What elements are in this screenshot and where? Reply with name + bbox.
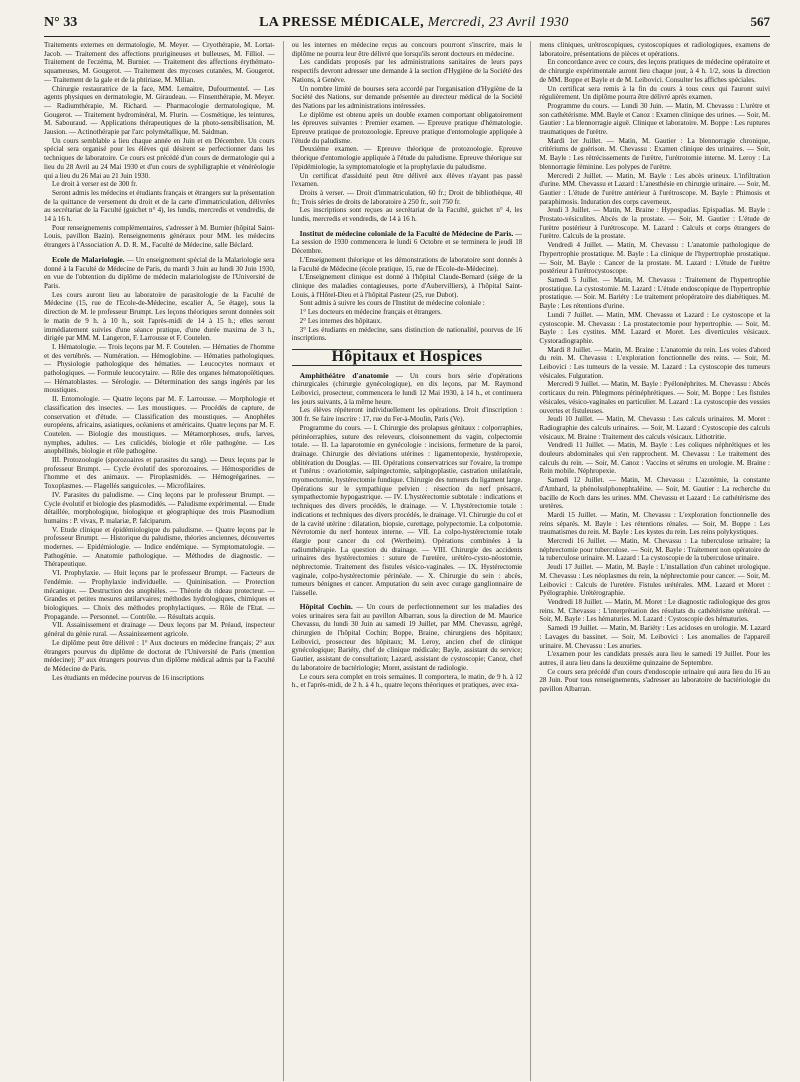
column-divider <box>530 41 531 1081</box>
paragraph: L'examen pour les candidats pressés aura lieu le samedi 19 Juillet. Pour les autres, il aura lieu dans la deuxième quinzaine de Septembre. <box>539 650 770 667</box>
paragraph: V. Etude clinique et épidémiologique du paludisme. — Quatre leçons par le professeur Brumpt. — Historique du paludisme, théories anciennes, découvertes modernes. — Epidémiologie. — Indice endémique. — Symptomatologie. — Pathogénie. — Anatomie pathologique. — Méthodes de diagnostic. — Thérapeutique. <box>44 525 275 569</box>
paragraph: Vendredi 11 Juillet. — Matin, M. Bayle : Les coliques néphrétiques et les douleurs abdominales qui s'en rapprochent. M. Chevassu : Le traitement des calculs du rein. — Soir, M. Canoz : Vaccins et sérums en urologie. M. Braine : Rein mobile. Néphropexie. <box>539 441 770 476</box>
paragraph: Programme du cours. — I. Chirurgie des prolapsus génitaux : colporraphies, périnéorraphies, suture des releveurs, cloisonnement du vagin, colpectomie totale. — II. La laparotomie en gynécologie : incisions, fermeture de la paroi, drainage. Chirurgie des déviations utérines : ligamentopexie, hystéropexie, oblitération du Douglas. — III. Opérations conservatrices sur l'ovaire, la trompe et l'utérus : ovariotomie, salpingectomie, salpingoplastie, castration unilatérale, myomectomie, hystérectomie fundique. Chirurgie des tumeurs du ligament large. Opérations sur le sympathique pelvien : résection du nerf présacré, sympathectomie hypogastrique. — IV. L'hystérectomie subtotale : indications et techniques des divers procédés, le drainage. — V. L'hystérectomie totale : indications et techniques des divers procédés, le drainage. VI. Chirurgie du col et de la cavité utérine : dilatation, biopsie, curettage, polypectomie. La colpotomie. Névrotomie du nerf honteux interne. — VII. La colpo-hystérectomie totale élargie pour cancer du col (Wertheim). Opérations combinées à la radiumthérapie. La question du drainage. — VIII. Chirurgie des accidents urinaires des hystérectomies : suture de l'uretère, urétéro-cysto-néostomie, néphrectomie. Traitement des fistules vésico-vaginales. — IX. Hystérectomie vaginale, colpo-hystérectomie périnéale. — X. Chirurgie du sein : abcès, tumeurs bénignes et cancer. Amputation du sein avec curage ganglionnaire de l'aisselle. <box>291 423 523 598</box>
heading-medecine-coloniale: Institut de médecine coloniale de la Faculté de Médecine de Paris. <box>299 228 514 238</box>
paragraph: Ce cours sera précédé d'un cours d'endoscopie urinaire qui aura lieu du 16 au 28 Juin. Pour tous renseignements, s'adresser au laboratoire de bactériologie du pavillon Albarran. <box>539 667 770 694</box>
paragraph: III. Protozoologie (sporozoaires et parasites du sang). — Deux leçons par le professeur Brumpt. — Cycle évolutif des sporozoaires. — Hémosporidies de l'homme et des animaux. — Piroplasmidés. — Hémogrégarines. — Toxoplasmes. — Flagellés sanguicoles. — Microfilaires. <box>44 456 275 491</box>
paragraph: VI. Prophylaxie. — Huit leçons par le professeur Brumpt. — Facteurs de l'endémie. — Prophylaxie individuelle. — Quininisation. — Protection mécanique. — Destruction des anophèles. — Théorie du rideau protecteur. — Grandes et petites mesures antilarvaires; méthodes hydrologiques, chimiques et biologiques. — Choix des méthodes prophylactiques. — Rôle de l'Etat. — Propagande. — Personnel. — Contrôle. — Résultats acquis. <box>44 569 275 621</box>
paragraph: Mardi 15 Juillet. — Matin, M. Chevassu : L'exploration fonctionnelle des reins séparés. M. Bayle : Les rétentions rénales. — Soir, M. Boppe : Les traumatismes du rein. M. Bayle : Les kystes du rein. Les reins polykystiques. <box>539 510 770 537</box>
paragraph: 2° Les internes des hôpitaux. <box>299 316 382 325</box>
paragraph: Les inscriptions sont reçues au secrétariat de la Faculté, guichet n° 4, les lundis, mercredis et vendredis, de 14 à 16 h. <box>291 206 523 224</box>
paragraph: IV. Parasites du paludisme. — Cinq leçons par le professeur Brumpt. — Cycle évolutif et biologie des plasmodidés. — Paludisme expérimental. — Etude détaillée, morphologique, biologique et géographique des trois Plasmodium humains : P. vivax, P. malariæ, P. falciparum. <box>44 490 275 525</box>
paragraph: Samedi 5 Juillet. — Matin, M. Chevassu : Traitement de l'hypertrophie prostatique. La cystostomie. M. Lazard : L'étude endoscopique de l'hypertrophie prostatique. — Soir. M. Bariéty : Le traitement préopératoire des diabétiques. M. Bayle : Les rétentions d'urine. <box>539 275 770 311</box>
paragraph: Un nombre limité de bourses sera accordé par l'organisation d'Hygiène de la Société des Nations, sur demande présentée au directeur médical de la Société des Nations par les administrations intéressées. <box>291 84 523 110</box>
paragraph: Traitements externes en dermatologie, M. Meyer. — Cryothérapie, M. Lortat-Jacob. — Traitement des affections prurigineuses et bulleuses, M. Filliol. — Traitement de l'eczéma, M. Burnier. — Traitement des affections érythémato-squameuses, M. Gougerot. — Traitement des mycoses cutanées, M. Gougerot. — Traitement de la gale et de la phtiriase, M. Milian. <box>44 41 275 84</box>
page-header <box>44 14 770 37</box>
paragraph: mens cliniques, urétroscopiques, cystoscopiques et radiologiques, examens de laboratoire, présentations de pièces et opérations. <box>539 41 770 58</box>
paragraph: 3° Les étudiants en médecine, sans distinction de nationalité, pourvus de 16 inscriptions. <box>291 325 523 343</box>
journal-name: LA PRESSE MÉDICALE, <box>259 15 424 30</box>
page-number: 567 <box>750 14 770 29</box>
paragraph: Mardi 1er Juillet. — Matin, M. Gautier : La blennorragie chronique, critériums de guérison. M. Chevassu : Examen clinique des urinaires. — Soir, M. Bayle : Les rétrécissements de l'urètre, l'urétrotomie interne. M. Leroy : La blennorragie féminine. Les polypes de l'urètre. <box>539 136 770 171</box>
paragraph: I. Hématologie. — Trois leçons par M. F. Coutelen. — Hématies de l'homme et des vertébrés. — Numération. — Hémoglobine. — Hématies pathologiques. — Physiologie pathologique des hématies. — Leucocytes normaux et pathologiques. — Formule leucocytaire. — Rôle des organes hématopoïétiques. — Hématoblastes. — Sérologie. — Détermination des sangs ingérés par les moustiques. <box>44 342 275 395</box>
paragraph-text: — La session de 1930 commencera le lundi 6 Octobre et se terminera le jeudi 18 Décembre. <box>291 229 523 256</box>
paragraph: Jeudi 17 Juillet. — Matin, M. Bayle : L'installation d'un cabinet urologique. M. Chevassu : Les néoplasmes du rein, la néphrectomie pour cancer. — Soir, M. Leibovici : Calculs de l'uretère. Fistules urétérales. MM. Lazard et Moret : Pyélographie. Urétérographie. <box>539 563 770 598</box>
paragraph <box>44 256 275 291</box>
paragraph: II. Entomologie. — Quatre leçons par M. F. Larrousse. — Morphologie et classification des insectes. — Les moustiques. — Procédés de capture, de conservation et d'étude. — Classification des moustiques. — Anophèles européens, africains, asiatiques, océaniens et américains. Quatre leçons par M. F. Coutelen. — Biologie des moustiques. — Métamorphoses, œufs, larves, nymphes, adultes. — Les culicidés, biologie et rôle pathogène. — Les anophélinés, biologie et rôle pathogène. <box>44 395 275 456</box>
paragraph: Mardi 8 Juillet. — Matin, M. Braine : L'anatomie du rein. Les voies d'abord du rein. M. Chevassu : L'exploration fonctionnelle des reins. — Soir, M. Leibovici : Les tumeurs de la vessie. M. Lazard : La cystoscopie des tumeurs vésicales. Fulguration. <box>539 345 770 380</box>
paragraph-text: — Un enseignement spécial de la Malariologie sera donné à la Faculté de Médecine de Paris, du mardi 3 Juin au lundi 30 Juin 1930, en vue de l'obtention du diplôme de médecin malariologiste de l'Université de Paris. <box>44 255 275 290</box>
journal-title <box>259 15 569 31</box>
paragraph: Le diplôme est obtenu après un double examen comportant obligatoirement les épreuves suivantes : Premier examen. — Epreuve pratique d'hématologie. Epreuve pratique de protozoologie. Epreuve pratique d'entomologie appliquée à l'étude du paludisme. <box>291 110 523 145</box>
paragraph: Les élèves répéteront individuellement les opérations. Droit d'inscription : 300 fr. Se faire inscrire : 17, rue du Fer-à-Moulin, Paris (Ve). <box>291 406 523 424</box>
paragraph: L'Enseignement clinique est donné à l'hôpital Claude-Bernard (siège de la clinique des maladies contagieuses, porte d'Aubervilliers), à l'hôpital Saint-Louis, à l'Hôtel-Dieu et à l'hôpital Pasteur (25, rue Dubot). <box>291 273 523 299</box>
paragraph: Seront admis les médecins et étudiants français et étrangers sur la présentation de la quittance de versement du droit et de la carte d'immatriculation, délivrées au secrétariat de la Faculté (guichet n° 4), les lundis, mercredis et vendredis, de 14 à 16 h. <box>44 188 275 224</box>
paragraph: Lundi 7 Juillet. — Matin, MM. Chevassu et Lazard : Le cystoscope et la cystoscopie. M. Chevassu : La prostatectomie pour hypertrophie. — Soir, M. Bayle : Les cystites. MM. Lazard et Moret. Les diverticules vésicaux. Cystoradiographie. <box>539 310 770 345</box>
paragraph: Samedi 19 Juillet. — Matin, M. Bariéty : Les acidoses en urologie. M. Lazard : Lavages du bassinet. — Soir, M. Leibovici : Les anomalies de l'appareil urinaire. M. Chevassu : Les anuries. <box>539 624 770 650</box>
paragraph: Deuxième examen. — Epreuve théorique de protozoologie. Epreuve théorique d'entomologie appliquée à l'étude du paludisme. Epreuve théorique sur l'épidémiologie, la symptomatologie et la prophylaxie du paludisme. <box>291 145 523 171</box>
issue-number: N° 33 <box>44 15 78 30</box>
paragraph: 1° Les docteurs en médecine français et étrangers. <box>299 308 442 317</box>
section-title-hopitaux: Hôpitaux et Hospices <box>292 349 523 366</box>
paragraph: ou les internes en médecine reçus au concours pourront s'inscrire, mais le diplôme ne pourra leur être délivré que lorsqu'ils seront docteurs en médecine. <box>291 41 523 58</box>
paragraph: Jeudi 10 Juillet. — Matin, M. Chevassu : Les calculs urinaires. M. Moret : Radiographie des calculs urinaires. — Soir, M. Lazard : Cystoscopie des calculs vésicaux. M. Braine : Traitement des calculs vésicaux. Lithotritie. <box>539 415 770 441</box>
paragraph: Programme du cours. — Lundi 30 Juin. — Matin, M. Chevassu : L'urètre et son cathétérisme. MM. Bayle et Canoz : Examen clinique des urines. — Soir, M. Gautier : La blennorragie aiguë. Clinique et laboratoire. M. Boppe : Les ruptures traumatiques de l'urètre. <box>539 101 770 137</box>
issue-date: Mercredi, 23 Avril 1930 <box>427 15 569 30</box>
paragraph: Vendredi 4 Juillet. — Matin, M. Chevassu : L'anatomie pathologique de l'hypertrophie prostatique. M. Bayle : La clinique de l'hypertrophie prostatique. — Soir, M. Bayle : Cancer de la prostate. M. Lazard : L'étude de l'urètre postérieur à l'urétrocystoscope. <box>539 241 770 276</box>
paragraph: Samedi 12 Juillet. — Matin, M. Chevassu : L'azotémie, la constante d'Ambard, la phénolsulphonephtaléine. — Soir, M. Gautier : La recherche du bacille de Koch dans les urines. MM. Chevassu et Lazard : Le cathétérisme des uretères. <box>539 476 770 511</box>
column-3 <box>539 41 770 1081</box>
paragraph: Mercredi 16 Juillet. — Matin, M. Chevassu : La tuberculose urinaire; la néphrectomie pour tuberculose. — Soir, M. Bayle : Traitement non opératoire de la tuberculose urinaire. M. Lazard : La cystoscopie de la tuberculose urinaire. <box>539 537 770 563</box>
paragraph: Pour renseignements complémentaires, s'adresser à M. Burnier (hôpital Saint-Louis, pavillon Bazin). Renseignements généraux pour MM. les médecins étrangers à l'Association A. D. R. M., Faculté de Médecine, salle Béclard. <box>44 223 275 250</box>
paragraph: En concordance avec ce cours, des leçons pratiques de médecine opératoire et de chirurgie expérimentale auront lieu chaque jour, à 4 h. 1/2, sous la direction de MM. Boppe et Bayle et de M. Leibovici. Consulter les affiches spéciales. <box>539 58 770 84</box>
paragraph: VII. Assainissement et drainage — Deux leçons par M. Préaud, inspecteur général du génie rural. — Assainissement agricole. <box>44 621 275 639</box>
heading-amphitheatre: Amphithéâtre d'anatomie <box>299 370 389 380</box>
paragraph: Un certificat sera remis à la fin du cours à tous ceux qui l'auront suivi régulièrement. Un diplôme pourra être délivré après examen. <box>539 84 770 102</box>
paragraph: Un cours semblable a lieu chaque année en Juin et en Décembre. Un cours spécial sera organisé pour les élèves qui désirent se perfectionner dans les techniques de laboratoire. Ce cours est précédé d'un cours de dermatologie qui a lieu du 28 Avril au 24 Mai 1930 et d'un cours de syphiligraphie et vénéréologie qui a lieu du 26 Mai au 21 Juin 1930. <box>44 136 275 180</box>
paragraph <box>292 603 523 673</box>
paragraph: Les cours auront lieu au laboratoire de parasitologie de la Faculté de Médecine (15, rue de l'Ecole-de-Médecine, escalier A, 5e étage), sous la direction de M. le professeur Brumpt. Les leçons théoriques seront données soit le matin de 9 h. à 10 h., soit l'après-midi de 14 à 15 h.; elles seront immédiatement suivies d'une séance pratique, d'une durée maxima de 3 h., dirigée par MM. M. Langeron, F. Larrousse et F. Coutelen. <box>44 290 275 343</box>
paragraph: Chirurgie restauratrice de la face, MM. Lemaitre, Dufourmentel. — Les agents physiques en dermatologie, M. Giraudeau. — Finsenthérapie, M. Meyer. — Radiumthérapie, M. Richard. — Pharmacologie dermatologique, M. Gougerot. — Traitement hydrominéral, M. Flurin. — Cosmétique, les teintures, M. Sabouraud. — Applications thérapeutiques de la photo-sensibilisation, M. Jausion. — Actinothérapie par l'arc polymétallique, M. Saidman. <box>44 84 275 137</box>
paragraph <box>292 230 523 256</box>
paragraph: Les candidats proposés par les administrations sanitaires de leurs pays respectifs devront adresser une demande à la section d'Hygiène de la Société des Nations, à Genève. <box>291 58 523 84</box>
paragraph: Sont admis à suivre les cours de l'Institut de médecine coloniale : <box>299 299 485 308</box>
column-divider <box>283 41 284 1081</box>
paragraph: Jeudi 3 Juillet. — Matin, M. Braine : Hypospadias. Epispadias. M. Bayle : Prostato-vésiculites. Abcès de la prostate. — Soir, M. Gautier : L'étude de l'urètre postérieur à l'urétroscope. M. Lazard : Calculs et corps étrangers de l'urètre. Calculs de la prostate. <box>539 206 770 241</box>
heading-hopital-cochin: Hôpital Cochin. <box>299 601 353 611</box>
paragraph: Mercredi 9 Juillet. — Matin, M. Bayle : Pyélonéphrites. M. Chevassu : Abcès corticaux du rein. Phlegmons périnéphrétiques. — Soir, M. Boppe : Les fistules vésicales, vésico-vaginales en particulier. M. Lazard : La cystoscopie des vessies ouvertes et fistuleuses. <box>539 380 770 415</box>
paragraph: Mercredi 2 Juillet. — Matin, M. Bayle : Les abcès urineux. L'infiltration d'urine. MM. Chevassu et Lazard : L'anesthésie en chirurgie urinaire. — Soir, M. Gautier : L'étude de l'urètre antérieur à l'urétroscope. M. Bayle : Phimosis et paraphimosis. Induration des corps caverneux. <box>539 171 770 206</box>
paragraph: Un certificat d'assiduité peut être délivré aux élèves n'ayant pas passé l'examen. <box>291 171 523 189</box>
paragraph: Vendredi 18 Juillet. — Matin, M. Moret : Le diagnostic radiologique des gros reins. M. Chevassu : L'interprétation des résultats du cathétérisme urétéral. — Soir, M. Bayle : Les hématuries. M. Lazard : Cystoscopie des hématuries. <box>539 598 770 624</box>
paragraph: Le droit à verser est de 300 fr. <box>52 180 138 189</box>
paragraph: L'Enseignement théorique et les démonstrations de laboratoire sont donnés à la Faculté de Médecine (école pratique, 15, rue de l'Ecole-de-Médecine). <box>291 255 523 273</box>
paragraph: Droits à verser. — Droit d'immatriculation, 60 fr.; Droit de bibliothèque, 40 fr.; Trois séries de droits de laboratoire à 250 fr., soit 750 fr. <box>291 188 523 206</box>
paragraph: Le diplôme peut être délivré : 1° Aux docteurs en médecine français; 2° aux étrangers pourvus du diplôme de doctorat de l'Université de Paris (mention médecine); 3° aux étrangers pourvus d'un diplôme médical admis par la Faculté de Médecine de Paris. <box>44 638 275 673</box>
column-1 <box>44 41 275 1081</box>
paragraph: Le cours sera complet en trois semaines. Il comportera, le matin, de 9 h. à 12 h., et l'après-midi, de 2 h. à 4 h., quatre leçons théoriques et pratiques, avec exa- <box>291 672 523 690</box>
columns <box>44 41 770 1081</box>
heading-malariologie: Ecole de Malariologie. <box>52 254 125 264</box>
paragraph <box>292 372 523 407</box>
paragraph-text: — Un cours hors série d'opérations chirurgicales (chirurgie gynécologique), en dix leçons, par M. Raymond Leibovici, prosecteur, commencera le lundi 12 Mai 1930, à 14 h., et continuera les jours suivants, à la même heure. <box>291 371 523 406</box>
paragraph-text: — Un cours de perfectionnement sur les maladies des voies urinaires sera fait au pavillon Albarran, sous la direction de M. Maurice Chevassu, du lundi 30 Juin au samedi 19 Juillet, par MM. Chevassu, agrégé, chirurgien de l'hôpital Cochin; Boppe, Braine, chirurgiens des hôpitaux; Leibovici, prosecteur des hôpitaux; M. Leroy, ancien chef de clinique gynécologique; Bariéty, chef de clinique médicale; Bayle, assistant du service; Gautier, assistant de consultation; Lazard, assistant de cystoscopie; Canoz, chef du laboratoire de bactériologie; Moret, assistant de radiologie. <box>291 602 523 672</box>
column-2 <box>292 41 523 1081</box>
paragraph: Les étudiants en médecine pourvus de 16 inscriptions <box>52 673 204 682</box>
